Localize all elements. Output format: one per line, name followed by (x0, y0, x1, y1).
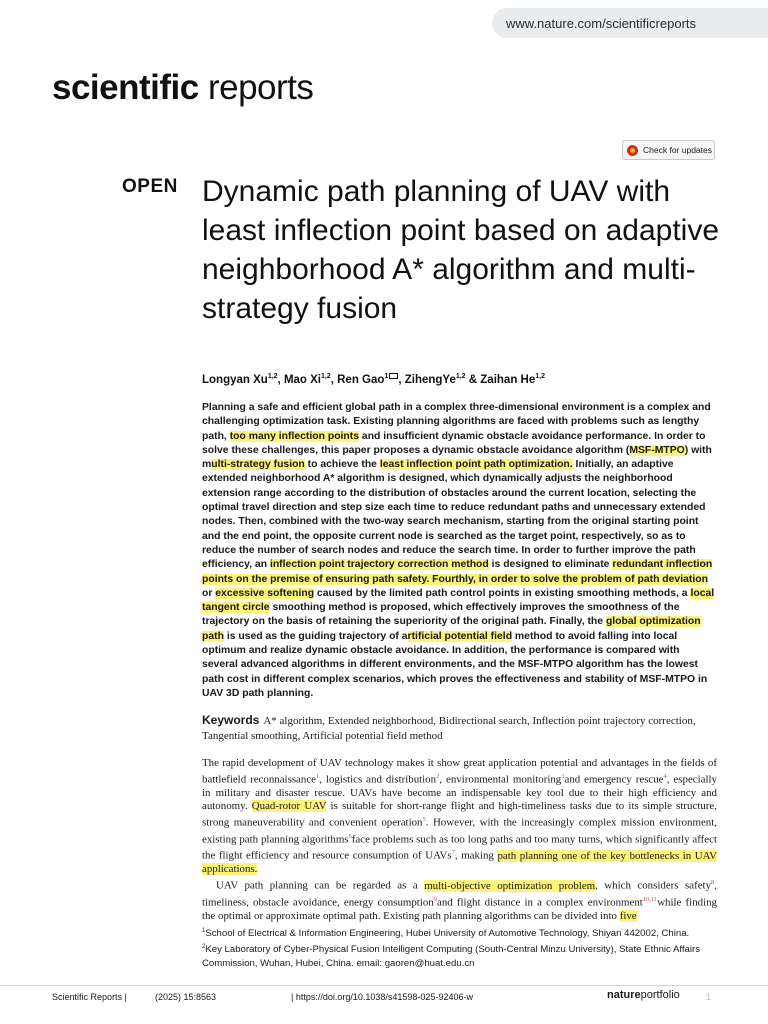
citation-ref: 1 (316, 773, 320, 781)
text-run: is suitable for short-range flight and high-timeliness tasks due to its simple structure, strong maneuverability and convenient operation (202, 799, 717, 829)
highlighted-text: global optimization path (202, 616, 701, 642)
abstract (202, 401, 717, 701)
author-name[interactable]: Zaihan He (480, 374, 536, 386)
text-run: to achieve the (304, 459, 380, 471)
page-number: 1 (706, 992, 712, 1002)
author-name[interactable]: ZihengYe (404, 374, 456, 386)
journal-brand (52, 68, 313, 108)
check-updates-label: Check for updates (643, 145, 712, 155)
highlighted-text: local tangent circle (202, 587, 715, 614)
email-icon[interactable] (389, 373, 398, 379)
text-run: is designed to eliminate (488, 559, 613, 571)
citation-ref: 2 (436, 773, 440, 781)
author-affiliation: 1,2 (455, 373, 466, 381)
body-paragraph (202, 757, 717, 876)
author-separator: , (330, 374, 338, 386)
text-run: face problems such as too long paths and too many turns, which significantly affect the flight efficiency and resource consumption of UAVs (202, 833, 717, 863)
citation-ref: 5 (422, 816, 426, 823)
affiliation-number: 1 (202, 928, 206, 934)
affiliation-text: School of Electrical & Information Engineering, Hubei University of Automotive Technology, Shiyan 442002, China. (205, 928, 690, 940)
text-run: or (202, 587, 216, 599)
highlighted-text: path planning one of the key bottlenecks in UAV applications. (202, 850, 717, 876)
highlighted-text: inflection point trajectory correction method (269, 559, 489, 571)
crossmark-icon (627, 145, 638, 156)
highlighted-text: five (619, 909, 637, 922)
open-access-label: OPEN (122, 176, 178, 197)
body-text (202, 757, 717, 923)
text-run: caused by the limited path control points in existing smoothing methods, a (314, 587, 691, 599)
highlighted-text: Quad-rotor UAV (251, 799, 327, 812)
author-separator: , (277, 374, 284, 386)
keywords-label: Keywords (202, 713, 260, 727)
text-run: The rapid development of UAV technology makes it show great application potential and advantages in the fields of battlefield reconnaissance (202, 757, 717, 786)
text-run: . However, with the increasingly complex mission environment, existing path planning algorithms (202, 816, 717, 846)
highlighted-text: excessive softening (215, 587, 315, 599)
text-run: method to avoid falling into local optimum and realize dynamic obstacle avoidance. In addition, the performance is compared with several advanced algorithms in different environments, and the MSF-MTPO algorithm has the lowest path cost in different complex scenarios, which proves the effectiveness and stability of MSF-MTPO in UAV 3D path planning. (202, 630, 708, 699)
article-title: Dynamic path planning of UAV with least inflection point based on adaptive neighborhood A* algorithm and multi-strategy fusion (202, 175, 720, 325)
citation-ref: 3 (561, 773, 565, 781)
text-run: while finding the optimal or approximate optimal path. Existing path planning algorithms can be divided into (202, 896, 717, 922)
affiliations (202, 925, 717, 970)
author-separator: & (465, 374, 481, 386)
author-affiliation: 1,2 (321, 373, 331, 381)
author-affiliation: 1 (384, 373, 389, 381)
citation-ref: 7 (451, 849, 455, 857)
keywords-text: A* algorithm, Extended neighborhood, Bidirectional search, Inflection point trajectory correction, Tangential smoothing, Artificial potential field method (202, 715, 696, 742)
highlighted-text: too many inflection points (229, 430, 360, 442)
highlighted-text: redundant inflection points on the premise of ensuring path safety. Fourthly, in order to solve the problem of path deviation (202, 559, 713, 585)
highlighted-text: multi-objective optimization problem (424, 879, 596, 892)
check-for-updates-button[interactable] (622, 140, 715, 160)
publisher-light: portfolio (640, 989, 680, 1001)
publisher-logo (607, 989, 680, 1001)
affiliation-text: Key Laboratory of Cyber-Physical Fusion Intelligent Computing (South-Central Minzu University), State Ethnic Affairs Commission, Wuhan, Hubei, China. (202, 943, 700, 969)
text-run: and flight distance in a complex environment (437, 896, 643, 909)
affiliation-number: 2 (202, 943, 206, 950)
highlighted-text: ulti-strategy fusion (211, 459, 305, 471)
footer-doi-link[interactable]: | https://doi.org/10.1038/s41598-025-92406-w (291, 992, 473, 1002)
brand-bold: scientific (52, 68, 199, 107)
author-affiliation: 1,2 (267, 373, 278, 381)
text-run: Initially, an adaptive extended neighborhood A* algorithm is designed, which dynamically adjusts the neighborhood extension range according to the distribution of obstacles around the current location, selecting the optimal travel direction and step size each time to reduce redundant paths and unnecessary extended nodes. Then, combined with the two-way search mechanism, starting from the original starting point and the end point, the opposite current node is searched as the target point, respectively, so as to reduce the number of search nodes and reduce the search time. In order to further improve the path efficiency, an (202, 459, 706, 571)
text-run: , especially in military and disaster rescue. UAVs have become an indispensable key tool due to their high efficiency and autonomy. (202, 773, 717, 812)
text-run: , making (454, 850, 498, 863)
highlighted-text: rtificial potential field (407, 630, 513, 642)
author-name[interactable]: Ren Gao (337, 374, 385, 386)
text-run: is used as the guiding trajectory of a (223, 630, 408, 642)
highlighted-text: MSF-MTPO (629, 444, 685, 456)
text-run: , which considers safety (595, 879, 712, 892)
journal-url[interactable]: www.nature.com/scientificreports (492, 8, 768, 38)
author-name[interactable]: Longyan Xu (202, 374, 268, 386)
footer-volume: (2025) 15:8563 (155, 992, 217, 1002)
citation-ref: 10,11 (642, 895, 658, 903)
text-run: and insufficient dynamic obstacle avoidance performance. In order to solve these challenges, this paper proposes a dynamic obstacle avoidance algorithm ( (202, 430, 706, 456)
author-separator: , (398, 374, 405, 386)
author-list (202, 373, 545, 386)
brand-light: reports (198, 68, 314, 107)
text-run: , timeliness, obstacle avoidance, energy consumption (202, 879, 717, 909)
keywords (202, 713, 717, 744)
corresponding-email[interactable]: email: gaoren@huat.edu.cn (356, 957, 475, 969)
publisher-bold: nature (607, 989, 641, 1001)
text-run: UAV path planning can be regarded as a (216, 879, 425, 892)
text-run: Planning a safe and efficient global path in a complex three-dimensional environment is a complex and challenging optimization task. Existing planning algorithms are faced with problems such as lengthy path, (202, 402, 711, 442)
footer-divider (0, 985, 768, 986)
author-affiliation: 1,2 (535, 373, 545, 381)
citation-ref: 9 (433, 895, 438, 903)
body-paragraph (202, 876, 717, 923)
text-run: , environmental monitoring (439, 773, 562, 786)
citation-ref: 8 (711, 879, 715, 887)
citation-ref: 6 (348, 832, 352, 840)
highlighted-text: least inflection point path optimization. (379, 459, 573, 471)
author-name[interactable]: Mao Xi (283, 374, 321, 386)
text-run: ) with m (202, 444, 712, 471)
text-run: smoothing method is proposed, which effectively improves the smoothness of the trajectory on the basis of retaining the superiority of the original path. Finally, the (202, 602, 680, 628)
footer-journal: Scientific Reports | (52, 992, 127, 1002)
text-run: and emergency rescue (564, 773, 664, 786)
citation-ref: 4 (663, 773, 667, 781)
text-run: , logistics and distribution (319, 773, 437, 786)
